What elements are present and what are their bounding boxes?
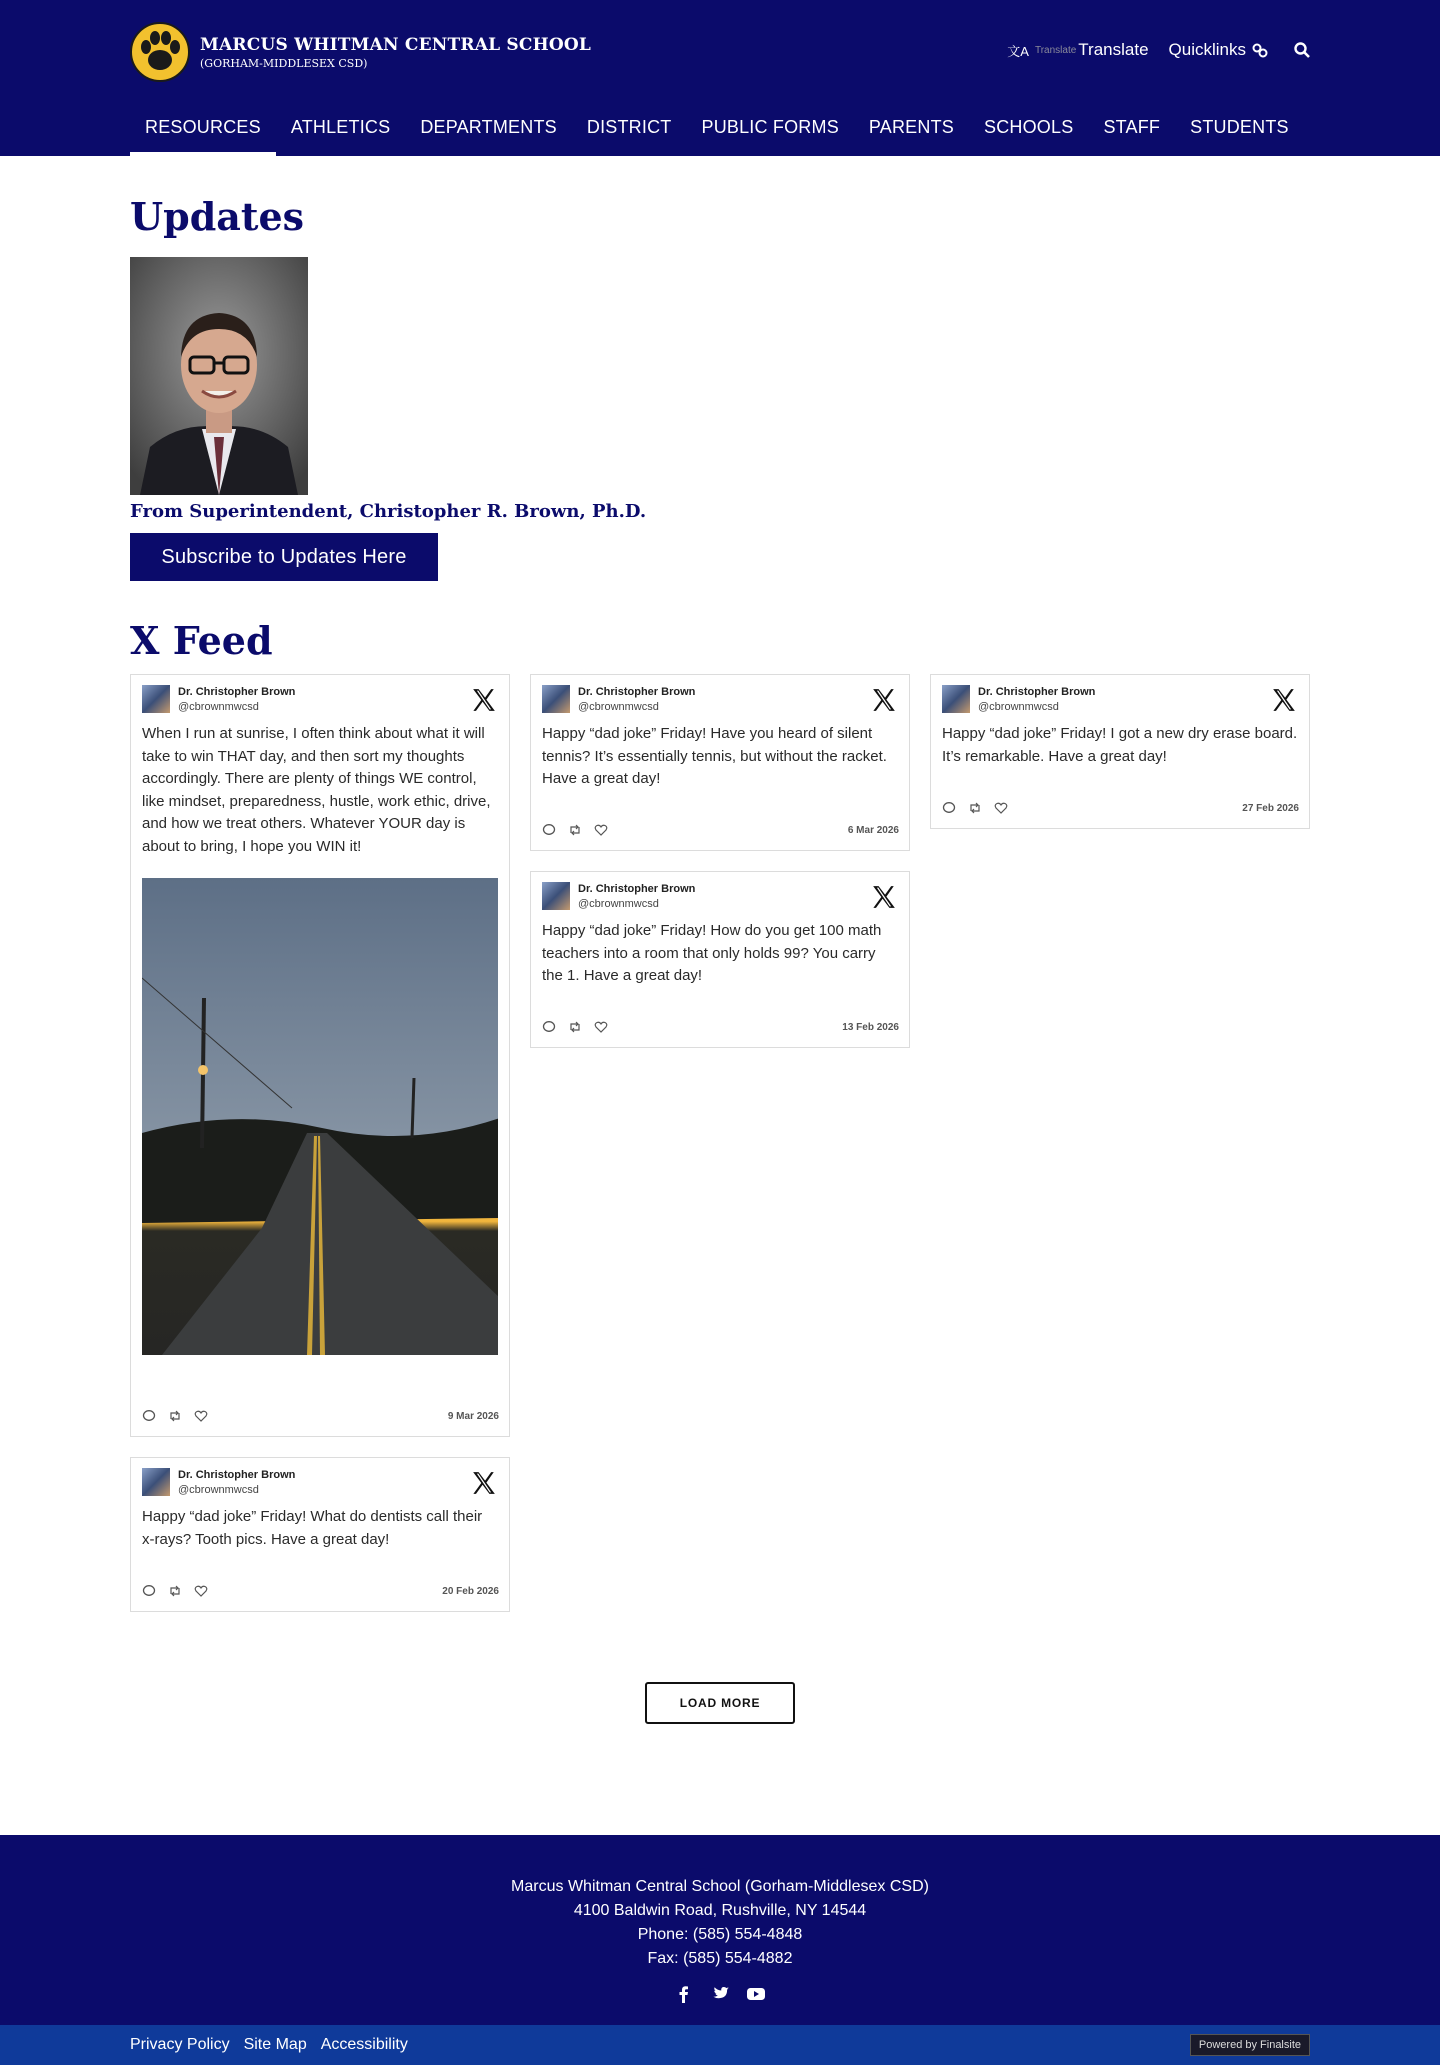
footer-phone[interactable]: Phone: (585) 554-4848: [637, 1926, 803, 1943]
tweet-card[interactable]: [130, 1457, 510, 1612]
link-icon: [1252, 42, 1268, 58]
like-icon[interactable]: [594, 823, 608, 837]
quicklinks-label: Quicklinks: [1168, 40, 1246, 59]
site-footer: [0, 1835, 1440, 2025]
main-navigation: [130, 105, 1310, 156]
twitter-icon[interactable]: [710, 1985, 730, 2003]
like-icon[interactable]: [594, 1020, 608, 1034]
translate-ghost-label: Translate: [1034, 44, 1077, 56]
tweet-text: Happy “dad joke” Friday! Have you heard of silent tennis? It’s essentially tennis, but without the racket. Have a great day!: [542, 725, 887, 787]
nav-item-parents[interactable]: PARENTS: [868, 117, 954, 137]
tweet-author: Dr. Christopher Brown: [178, 686, 296, 698]
translate-button[interactable]: Translate: [1078, 40, 1149, 59]
sunrise-road-photo[interactable]: [142, 878, 498, 1355]
tweet-card[interactable]: [930, 674, 1310, 829]
footer-school-name: Marcus Whitman Central School (Gorham-Middlesex CSD): [511, 1878, 929, 1895]
nav-item-public-forms[interactable]: PUBLIC FORMS: [701, 117, 839, 137]
tweet-handle[interactable]: @cbrownmwcsd: [578, 701, 659, 713]
reply-icon[interactable]: [142, 1409, 156, 1423]
like-icon[interactable]: [194, 1409, 208, 1423]
school-district: (GORHAM-MIDDLESEX CSD): [200, 56, 368, 70]
accessibility-link[interactable]: Accessibility: [320, 2036, 408, 2053]
tweet-handle[interactable]: @cbrownmwcsd: [178, 1484, 259, 1496]
x-logo-icon[interactable]: [471, 1470, 497, 1496]
nav-item-athletics[interactable]: ATHLETICS: [290, 117, 391, 137]
nav-item-resources[interactable]: RESOURCES: [130, 105, 276, 156]
reply-icon[interactable]: [542, 1020, 556, 1034]
tweet-text: Happy “dad joke” Friday! What do dentists call their x-rays? Tooth pics. Have a great day!: [142, 1508, 483, 1548]
tweet-handle[interactable]: @cbrownmwcsd: [978, 701, 1059, 713]
load-more-button[interactable]: LOAD MORE: [645, 1682, 795, 1724]
retweet-icon[interactable]: [168, 1409, 182, 1423]
like-icon[interactable]: [194, 1584, 208, 1598]
nav-item-students[interactable]: STUDENTS: [1190, 117, 1289, 137]
paw-logo-icon: [130, 22, 190, 82]
reply-icon[interactable]: [542, 823, 556, 837]
search-icon[interactable]: [1294, 42, 1310, 58]
x-logo-icon[interactable]: [871, 884, 897, 910]
school-name: MARCUS WHITMAN CENTRAL SCHOOL: [200, 34, 592, 55]
tweet-card[interactable]: [130, 674, 510, 1437]
tweet-date: 27 Feb 2026: [1242, 802, 1299, 814]
quicklinks-button[interactable]: [1169, 40, 1268, 60]
powered-by-finalsite-badge[interactable]: Powered by Finalsite: [1190, 2034, 1310, 2056]
footer-address: 4100 Baldwin Road, Rushville, NY 14544: [573, 1902, 867, 1919]
avatar: [542, 685, 570, 713]
nav-item-schools[interactable]: SCHOOLS: [984, 117, 1074, 137]
facebook-icon[interactable]: [674, 1985, 694, 2003]
tweet-handle[interactable]: @cbrownmwcsd: [178, 701, 259, 713]
tweet-author: Dr. Christopher Brown: [578, 883, 696, 895]
social-links: [0, 1985, 1440, 2003]
tweet-date: 6 Mar 2026: [847, 824, 899, 836]
avatar: [142, 1468, 170, 1496]
x-logo-icon[interactable]: [1271, 687, 1297, 713]
tweet-author: Dr. Christopher Brown: [978, 686, 1096, 698]
tweet-date: 9 Mar 2026: [447, 1410, 499, 1422]
footer-fax: Fax: (585) 554-4882: [647, 1950, 793, 1967]
tweet-handle[interactable]: @cbrownmwcsd: [578, 898, 659, 910]
updates-heading: Updates: [130, 194, 305, 239]
avatar: [142, 685, 170, 713]
subscribe-button[interactable]: Subscribe to Updates Here: [130, 533, 438, 581]
x-feed-heading: X Feed: [130, 618, 273, 663]
nav-item-district[interactable]: DISTRICT: [586, 117, 672, 137]
tweet-date: 13 Feb 2026: [842, 1021, 899, 1033]
avatar: [542, 882, 570, 910]
nav-item-staff[interactable]: STAFF: [1103, 117, 1161, 137]
tweet-author: Dr. Christopher Brown: [578, 686, 696, 698]
school-logo-link[interactable]: [130, 22, 591, 82]
tweet-text: When I run at sunrise, I often think about what it will take to win THAT day, and then sort my thoughts accordingly. There are plenty of things WE control, like mindset, preparedness, hustle, work ethic, drive, and how we treat others. Whatever YOUR day is about to bring, I hope you WIN it!: [142, 725, 491, 855]
site-header: [0, 0, 1440, 156]
tweet-card[interactable]: [530, 871, 910, 1048]
tweet-card[interactable]: [530, 674, 910, 851]
footer-bottom-bar: [0, 2025, 1440, 2065]
retweet-icon[interactable]: [168, 1584, 182, 1598]
x-logo-icon[interactable]: [871, 687, 897, 713]
retweet-icon[interactable]: [568, 1020, 582, 1034]
superintendent-portrait: [130, 257, 308, 495]
tweet-author: Dr. Christopher Brown: [178, 1469, 296, 1481]
translate-icon: 文A: [1007, 43, 1029, 59]
like-icon[interactable]: [994, 801, 1008, 815]
privacy-policy-link[interactable]: Privacy Policy: [130, 2036, 230, 2053]
reply-icon[interactable]: [942, 801, 956, 815]
tweet-text: Happy “dad joke” Friday! I got a new dry erase board. It’s remarkable. Have a great day!: [942, 725, 1298, 765]
superintendent-caption: From Superintendent, Christopher R. Brown, Ph.D.: [130, 501, 647, 522]
tweet-date: 20 Feb 2026: [442, 1585, 499, 1597]
reply-icon[interactable]: [142, 1584, 156, 1598]
tweet-text: Happy “dad joke” Friday! How do you get 100 math teachers into a room that only holds 99? You carry the 1. Have a great day!: [542, 922, 882, 984]
site-map-link[interactable]: Site Map: [243, 2036, 307, 2053]
retweet-icon[interactable]: [968, 801, 982, 815]
x-logo-icon[interactable]: [471, 687, 497, 713]
nav-item-departments[interactable]: DEPARTMENTS: [420, 117, 557, 137]
retweet-icon[interactable]: [568, 823, 582, 837]
youtube-icon[interactable]: [746, 1985, 766, 2003]
avatar: [942, 685, 970, 713]
